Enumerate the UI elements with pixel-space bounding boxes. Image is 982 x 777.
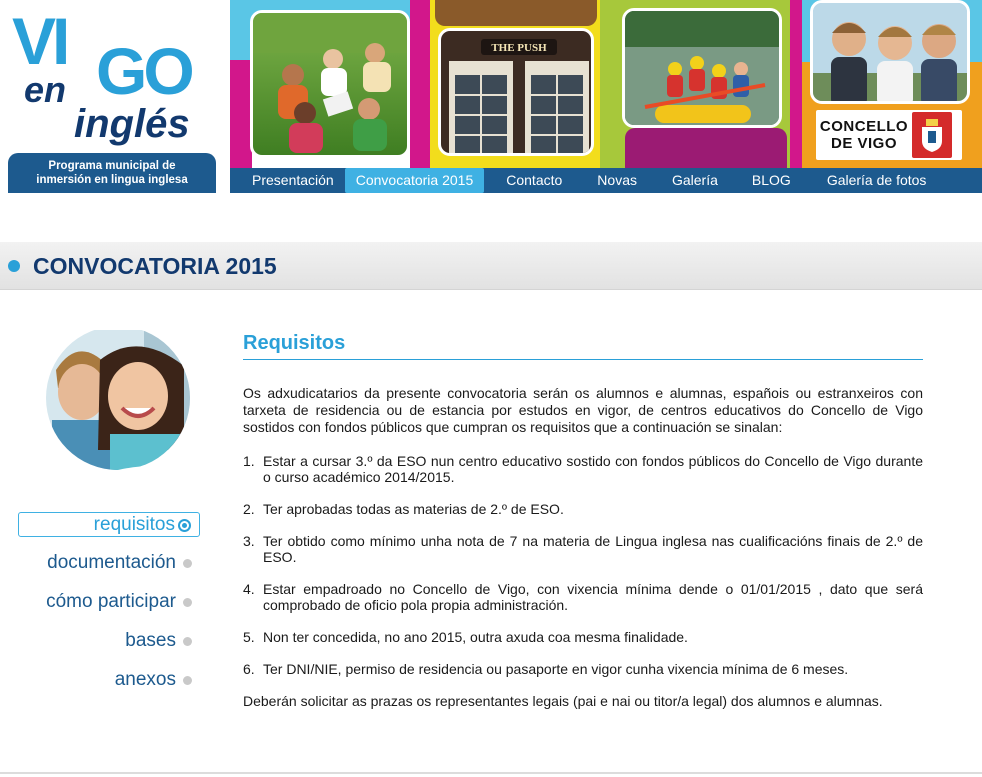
sidebar-item-label: cómo participar — [46, 591, 176, 612]
list-item-number: 4. — [243, 581, 255, 597]
photo-pub-phone-booths — [438, 28, 594, 156]
logo-tagline-line2: inmersión en lingua inglesa — [36, 174, 188, 186]
bullet-dot-icon — [183, 676, 192, 685]
main-content — [243, 332, 923, 710]
bullet-dot-icon — [183, 598, 192, 607]
requirements-list — [243, 453, 923, 677]
sidebar-item-bases[interactable] — [18, 628, 200, 654]
list-item-text: Estar empadroado no Concello de Vigo, con vixencia mínima dende o 01/01/2015 , dato que será comprobado de oficio pola propia administración. — [263, 581, 923, 613]
coat-of-arms-icon — [912, 112, 952, 158]
list-item-number: 1. — [243, 453, 255, 469]
title-bullet-icon — [8, 260, 20, 272]
closing-paragraph: Deberán solicitar as prazas os representantes legais (pai e nai ou titor/a legal) dos alumnos e alumnas. — [243, 693, 883, 709]
logo-go-text: GO — [96, 34, 191, 108]
list-item-text: Ter aprobadas todas as materias de 2.º de ESO. — [263, 501, 564, 517]
header-photo-mosaic — [230, 0, 982, 168]
intro-paragraph: Os adxudicatarios da presente convocatoria serán os alumnos e alumnas, españois ou estranxeiros con tarxeta de residencia ou de estancia por estudos en vigor, de centros educativos do Concello de Vigo sostidos con fondos públicos que cumpran os requisitos que a continuación se sinalan: — [243, 385, 923, 435]
list-item — [243, 501, 923, 517]
section-title: Requisitos — [243, 332, 923, 360]
photo-kayaking — [622, 8, 782, 128]
logo-tagline-line1: Programa municipal de — [48, 160, 176, 172]
sidebar-item-anexos[interactable] — [18, 667, 200, 693]
site-header — [0, 0, 982, 196]
concello-de-vigo-badge[interactable] — [816, 110, 962, 160]
sidebar-photo-students — [34, 330, 202, 480]
list-item — [243, 453, 923, 485]
sidebar-item-label: bases — [125, 630, 176, 651]
list-item — [243, 581, 923, 613]
list-item-number: 3. — [243, 533, 255, 549]
logo-en-text: en — [24, 69, 67, 110]
nav-item-contacto[interactable]: Contacto — [506, 172, 563, 188]
concello-line1: CONCELLO — [819, 118, 909, 135]
nav-item-convocatoria-2015[interactable]: Convocatoria 2015 — [345, 168, 485, 193]
nav-item-novas[interactable]: Novas — [597, 172, 637, 188]
page-title: CONVOCATORIA 2015 — [33, 253, 277, 279]
sidebar-item-documentacion[interactable] — [18, 550, 200, 576]
radio-selected-icon — [178, 519, 191, 532]
sidebar-menu — [18, 512, 200, 706]
bullet-dot-icon — [183, 559, 192, 568]
site-logo[interactable] — [10, 4, 216, 148]
list-item-number: 2. — [243, 501, 255, 517]
logo-tagline — [8, 153, 216, 193]
sidebar-item-como-participar[interactable] — [18, 589, 200, 615]
page-title-bar — [0, 242, 982, 290]
list-item — [243, 629, 923, 645]
list-item-number: 5. — [243, 629, 255, 645]
sidebar-item-label: requisitos — [93, 514, 175, 535]
list-item-text: Ter DNI/NIE, permiso de residencia ou pasaporte en vigor cunha vixencia mínima de 6 meses. — [263, 661, 849, 677]
list-item-text: Ter obtido como mínimo unha nota de 7 na materia de Lingua inglesa nas cualificacións finais de 2.º de ESO. — [263, 533, 923, 565]
nav-item-galeria-de-fotos[interactable]: Galería de fotos — [826, 172, 927, 188]
nav-item-presentacion[interactable]: Presentación — [252, 172, 334, 188]
logo-vi-text: VI — [12, 4, 67, 78]
sidebar-item-label: anexos — [114, 669, 176, 690]
sidebar-item-label: documentación — [47, 552, 176, 573]
sidebar-item-requisitos[interactable] — [18, 512, 200, 537]
list-item-number: 6. — [243, 661, 255, 677]
list-item — [243, 661, 923, 677]
list-item — [243, 533, 923, 565]
photo-students-grass — [250, 10, 410, 158]
pub-sign-text: THE PUSH — [491, 42, 547, 54]
main-nav — [230, 168, 982, 193]
concello-line2: DE VIGO — [830, 135, 897, 152]
nav-item-blog[interactable]: BLOG — [751, 172, 791, 188]
list-item-text: Estar a cursar 3.º da ESO nun centro educativo sostido con fondos públicos do Concello de Vigo durante o curso académico 2014/2015. — [263, 453, 923, 485]
logo-ingles-text: inglés — [74, 102, 190, 146]
bullet-dot-icon — [183, 637, 192, 646]
footer-divider — [0, 772, 982, 774]
list-item-text: Non ter concedida, no ano 2015, outra axuda coa mesma finalidade. — [263, 629, 688, 645]
nav-item-galeria[interactable]: Galería — [671, 172, 718, 188]
photo-three-boys — [810, 0, 970, 104]
